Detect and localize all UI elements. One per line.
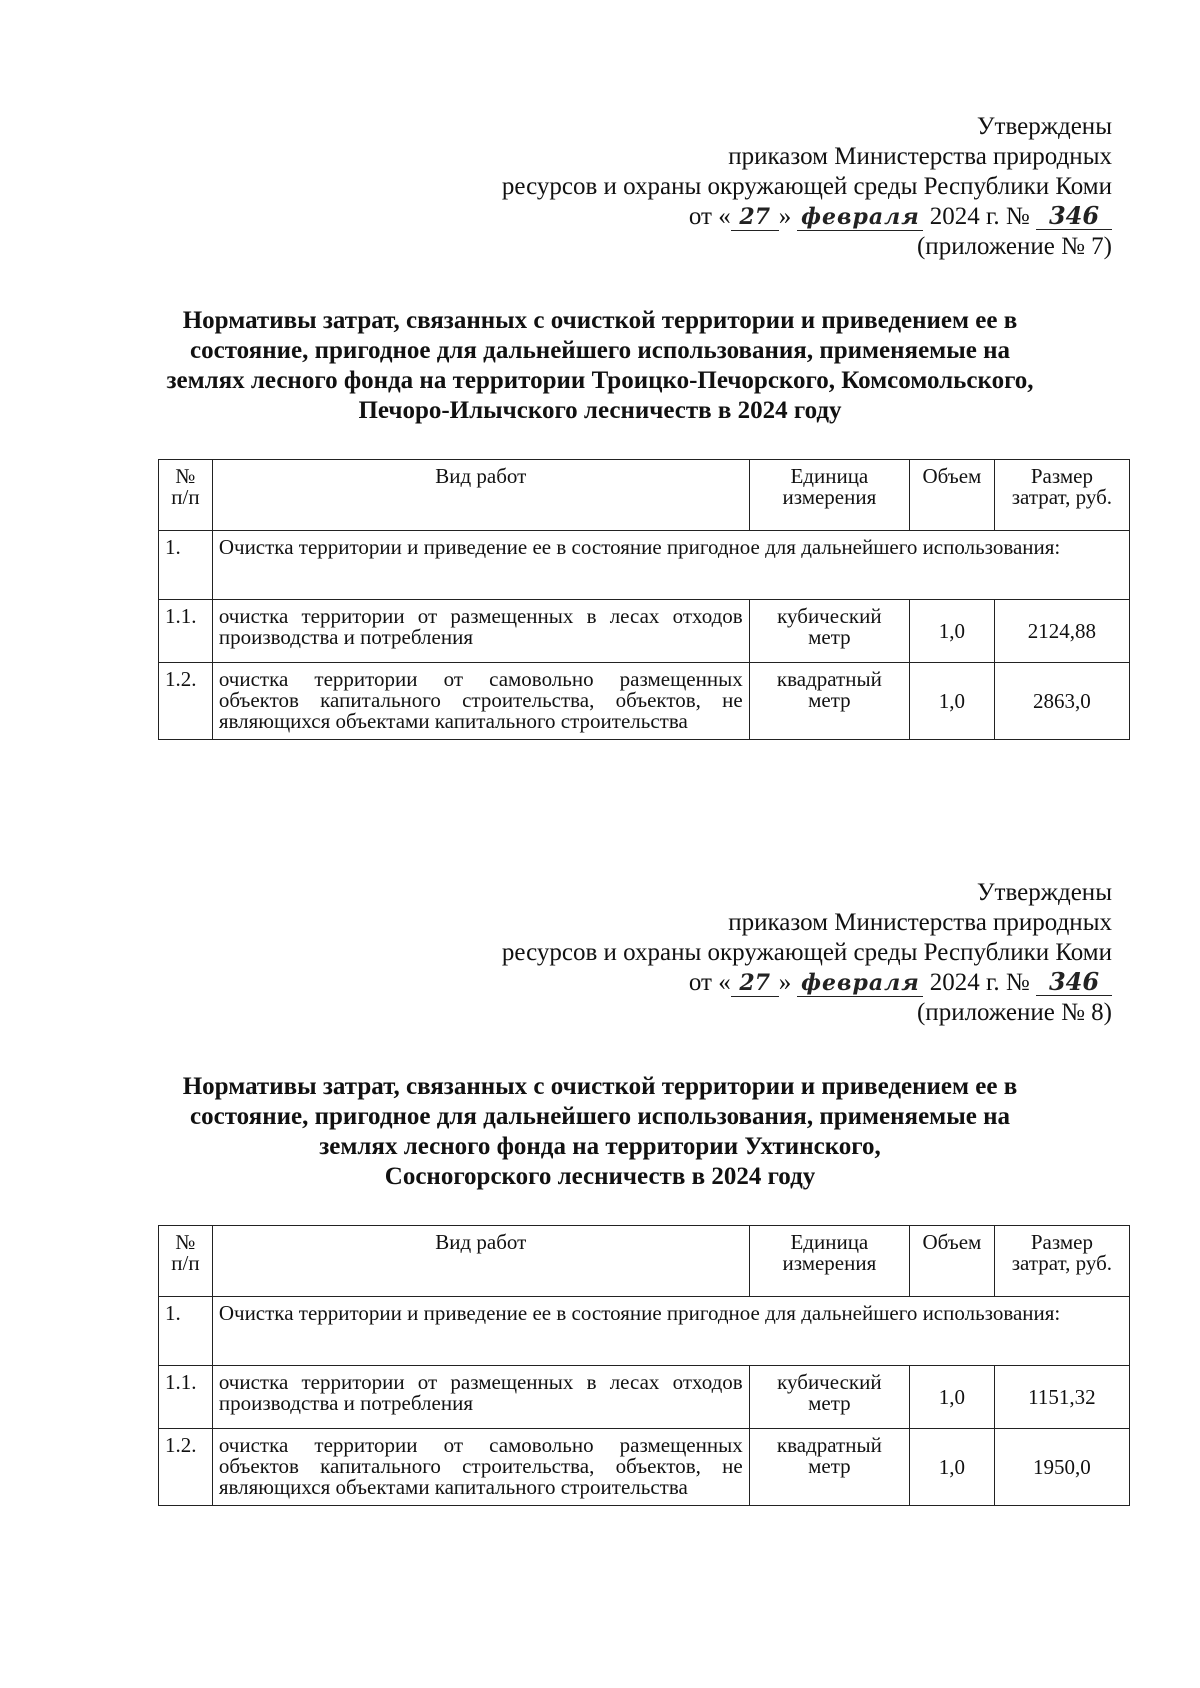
header-cost: Размер затрат, руб. bbox=[994, 460, 1129, 531]
approval-line: Утверждены bbox=[976, 113, 1112, 140]
row-unit: кубический метр bbox=[749, 1366, 909, 1429]
title-line: состояние, пригодное для дальнейшего использования, применяемые на bbox=[190, 337, 1010, 364]
row-num: 1.2. bbox=[159, 663, 213, 740]
handwritten-month: февраля bbox=[797, 204, 923, 231]
handwritten-day: 27 bbox=[731, 970, 779, 997]
row-unit: кубический метр bbox=[749, 600, 909, 663]
row-unit: квадратный метр bbox=[749, 1429, 909, 1506]
title-line: землях лесного фонда на территории Троицко-Печорского, Комсомольского, bbox=[166, 367, 1034, 394]
title-line: Нормативы затрат, связанных с очисткой территории и приведением ее в bbox=[182, 307, 1018, 334]
row-num: 1. bbox=[159, 1297, 213, 1366]
header-kind: Вид работ bbox=[212, 1226, 749, 1297]
title-line: Нормативы затрат, связанных с очисткой территории и приведением ее в bbox=[182, 1073, 1018, 1100]
row-num: 1.1. bbox=[159, 600, 213, 663]
handwritten-order-number: 346 bbox=[1036, 969, 1112, 996]
date-quote: » bbox=[778, 969, 792, 996]
table-header-row bbox=[159, 460, 1130, 531]
approval-line: ресурсов и охраны окружающей среды Республики Коми bbox=[501, 173, 1112, 200]
header-volume: Объем bbox=[910, 1226, 995, 1297]
header-cost: Размер затрат, руб. bbox=[994, 1226, 1129, 1297]
title-line: землях лесного фонда на территории Ухтинского, bbox=[319, 1133, 881, 1160]
row-num: 1.2. bbox=[159, 1429, 213, 1506]
table-row bbox=[159, 663, 1130, 740]
group-text: Очистка территории и приведение ее в состояние пригодное для дальнейшего использования: bbox=[212, 1297, 1129, 1366]
table-row bbox=[159, 600, 1130, 663]
approval-line: приказом Министерства природных bbox=[728, 909, 1112, 936]
title-line: состояние, пригодное для дальнейшего использования, применяемые на bbox=[190, 1103, 1010, 1130]
date-prefix: от « bbox=[688, 969, 731, 996]
row-kind: очистка территории от самовольно размещенных объектов капитального строительства, объектов, не являющихся объектами капитального строительства bbox=[212, 663, 749, 740]
table-row bbox=[159, 1297, 1130, 1366]
row-volume: 1,0 bbox=[910, 1429, 995, 1506]
row-cost: 1950,0 bbox=[994, 1429, 1129, 1506]
appendix-label: (приложение № 7) bbox=[916, 233, 1112, 260]
row-kind: очистка территории от размещенных в лесах отходов производства и потребления bbox=[212, 600, 749, 663]
title-line: Сосногорского лесничеств в 2024 году bbox=[384, 1163, 816, 1190]
approval-block bbox=[412, 878, 1112, 1028]
approval-line: ресурсов и охраны окружающей среды Республики Коми bbox=[501, 939, 1112, 966]
row-volume: 1,0 bbox=[910, 663, 995, 740]
table-row bbox=[159, 1429, 1130, 1506]
group-text: Очистка территории и приведение ее в состояние пригодное для дальнейшего использования: bbox=[212, 531, 1129, 600]
approval-block bbox=[412, 112, 1112, 262]
approval-line: Утверждены bbox=[976, 879, 1112, 906]
row-cost: 2863,0 bbox=[994, 663, 1129, 740]
year-number-label: 2024 г. № bbox=[929, 969, 1030, 996]
row-num: 1.1. bbox=[159, 1366, 213, 1429]
row-volume: 1,0 bbox=[910, 1366, 995, 1429]
row-volume: 1,0 bbox=[910, 600, 995, 663]
approval-date-line bbox=[412, 202, 1112, 232]
header-volume: Объем bbox=[910, 460, 995, 531]
document-title bbox=[150, 306, 1050, 426]
norms-table bbox=[158, 459, 1130, 740]
header-kind: Вид работ bbox=[212, 460, 749, 531]
approval-date-line bbox=[412, 968, 1112, 998]
row-kind: очистка территории от самовольно размещенных объектов капитального строительства, объектов, не являющихся объектами капитального строительства bbox=[212, 1429, 749, 1506]
date-quote: » bbox=[778, 203, 792, 230]
table-row bbox=[159, 1366, 1130, 1429]
year-number-label: 2024 г. № bbox=[929, 203, 1030, 230]
row-cost: 1151,32 bbox=[994, 1366, 1129, 1429]
row-kind: очистка территории от размещенных в лесах отходов производства и потребления bbox=[212, 1366, 749, 1429]
table-row bbox=[159, 531, 1130, 600]
handwritten-order-number: 346 bbox=[1036, 203, 1112, 230]
header-num: № п/п bbox=[159, 460, 213, 531]
handwritten-month: февраля bbox=[797, 970, 923, 997]
appendix-label: (приложение № 8) bbox=[916, 999, 1112, 1026]
header-unit: Единица измерения bbox=[749, 1226, 909, 1297]
header-unit: Единица измерения bbox=[749, 460, 909, 531]
approval-line: приказом Министерства природных bbox=[728, 143, 1112, 170]
row-num: 1. bbox=[159, 531, 213, 600]
document-title bbox=[150, 1072, 1050, 1192]
handwritten-day: 27 bbox=[731, 204, 779, 231]
date-prefix: от « bbox=[688, 203, 731, 230]
title-line: Печоро-Илычского лесничеств в 2024 году bbox=[358, 397, 842, 424]
norms-table bbox=[158, 1225, 1130, 1506]
table-header-row bbox=[159, 1226, 1130, 1297]
row-unit: квадратный метр bbox=[749, 663, 909, 740]
header-num: № п/п bbox=[159, 1226, 213, 1297]
row-cost: 2124,88 bbox=[994, 600, 1129, 663]
